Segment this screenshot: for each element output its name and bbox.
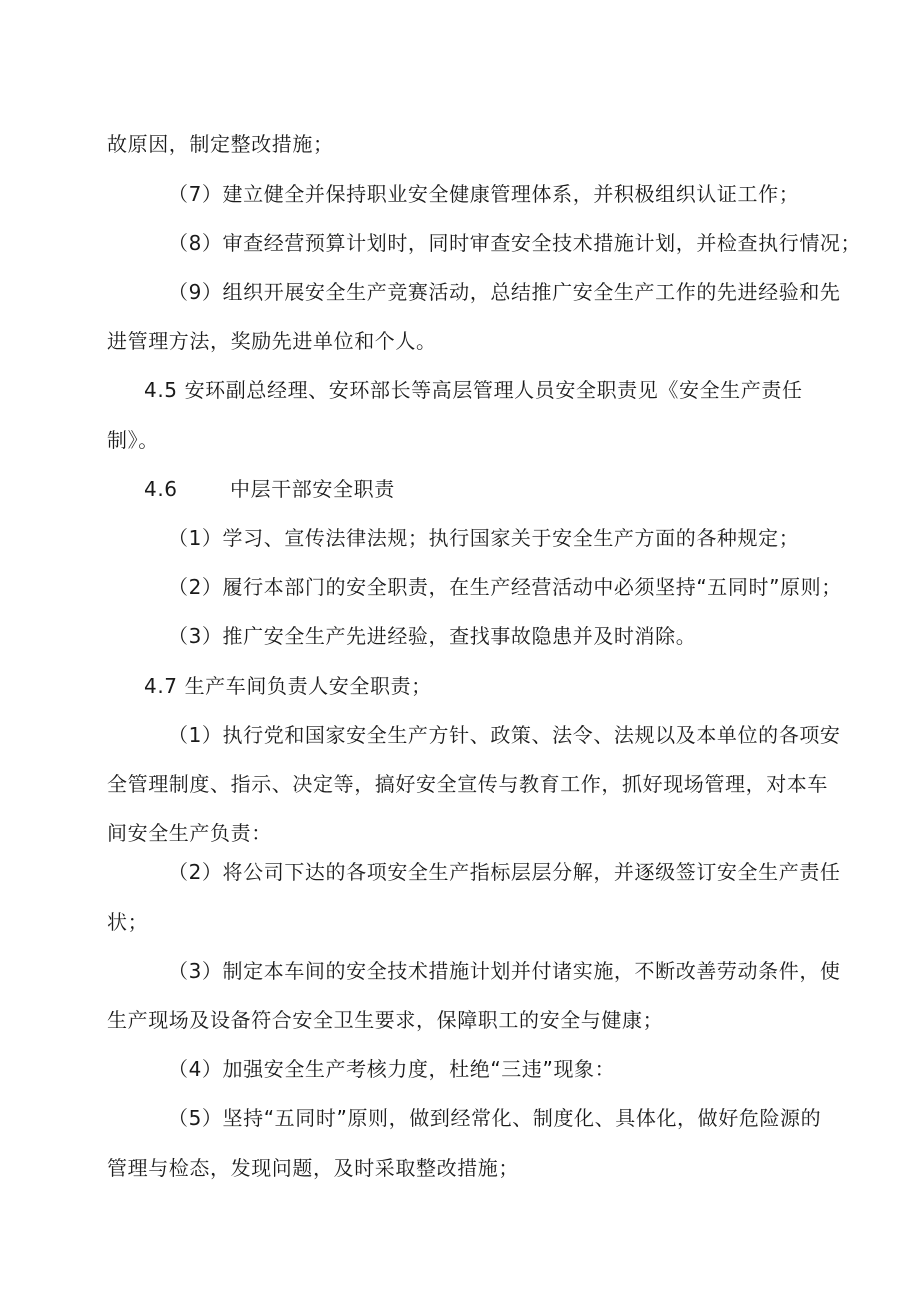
text-line: （1）执行党和国家安全生产方针、政策、法令、法规以及本单位的各项安 [168, 723, 841, 747]
text-line: （7）建立健全并保持职业安全健康管理体系，并积极组织认证工作； [168, 182, 800, 206]
text-line: （3）制定本车间的安全技术措施计划并付诸实施，不断改善劳动条件，使 [168, 959, 841, 983]
section-heading: 4.7 生产车间负责人安全职责； [144, 674, 432, 698]
text-line: 生产现场及设备符合安全卫生要求，保障职工的安全与健康； [107, 1008, 664, 1032]
text-line: （4）加强安全生产考核力度，杜绝“三违”现象： [168, 1057, 616, 1081]
text-line: 制》。 [107, 428, 159, 452]
text-line: （9）组织开展安全生产竞赛活动，总结推广安全生产工作的先进经验和先 [168, 280, 841, 304]
section-number: 4.6 [144, 477, 178, 501]
section-heading: 中层干部安全职责 [230, 477, 395, 501]
text-line: 故原因，制定整改措施； [107, 132, 334, 156]
text-line: （8）审查经营预算计划时，同时审查安全技术措施计划，并检查执行情况； [168, 231, 862, 255]
text-line: 全管理制度、指示、决定等，搞好安全宣传与教育工作，抓好现场管理，对本车 [107, 772, 828, 796]
section-heading: 4.5 安环副总经理、安环部长等高层管理人员安全职责见《安全生产责任 [144, 378, 803, 402]
text-line: （2）履行本部门的安全职责，在生产经营活动中必须坚持“五同时”原则； [168, 575, 842, 599]
text-line: 状； [107, 910, 149, 934]
text-line: （5）坚持“五同时”原则，做到经常化、制度化、具体化，做好危险源的 [168, 1106, 822, 1130]
text-line: （2）将公司下达的各项安全生产指标层层分解，并逐级签订安全生产责任 [168, 860, 841, 884]
text-line: （1）学习、宣传法律法规；执行国家关于安全生产方面的各种规定； [168, 526, 800, 550]
text-line: 管理与检态，发现问题，及时采取整改措施； [107, 1156, 519, 1180]
text-line: 进管理方法，奖励先进单位和个人。 [107, 329, 437, 353]
text-line: 间安全生产负责： [107, 821, 272, 845]
text-line: （3）推广安全生产先进经验，查找事故隐患并及时消除。 [168, 624, 697, 648]
